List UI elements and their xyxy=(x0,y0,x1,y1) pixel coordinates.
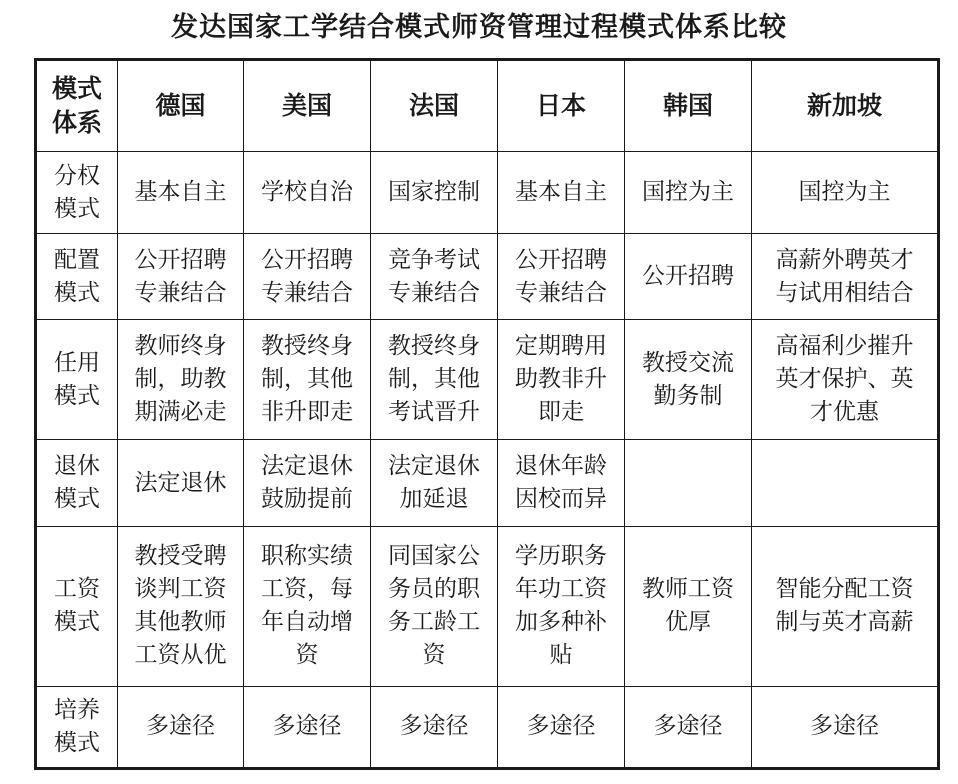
table-cell xyxy=(625,234,752,320)
cell-text: 教授终身 制，其他 非升即走 xyxy=(261,333,353,426)
cell-text: 多途径 xyxy=(810,713,879,740)
table-cell xyxy=(752,440,939,526)
cell-text: 公开招聘 专兼结合 xyxy=(515,246,607,306)
cell-text: 教师终身 制，助教 期满必走 xyxy=(134,333,227,426)
row-header-label: 培养 模式 xyxy=(54,696,100,756)
table-cell xyxy=(498,526,625,686)
table-cell xyxy=(118,526,244,686)
row-header xyxy=(36,152,118,234)
row-header xyxy=(36,526,118,686)
table-title: 发达国家工学结合模式师资管理过程模式体系比较 xyxy=(171,12,787,43)
table-cell xyxy=(118,686,244,768)
cell-text: 学历职务 年功工资 加多种补 贴 xyxy=(515,543,607,669)
table-cell xyxy=(371,440,498,526)
table-cell xyxy=(118,440,244,526)
column-header-singapore: 新加坡 xyxy=(752,60,939,152)
cell-text: 定期聘用 助教非升 即走 xyxy=(515,333,607,426)
cell-text: 职称实绩 工资，每 年自动增 资 xyxy=(261,543,353,669)
table-cell xyxy=(244,320,371,440)
cell-text: 竞争考试 专兼结合 xyxy=(388,246,480,306)
row-header-label: 工资 模式 xyxy=(54,576,100,636)
table-cell xyxy=(118,152,244,234)
table-cell xyxy=(118,320,244,440)
table-cell xyxy=(371,152,498,234)
cell-text: 多途径 xyxy=(146,713,215,740)
cell-text: 多途径 xyxy=(526,713,596,740)
cell-text: 教授受聘 谈判工资 其他教师 工资从优 xyxy=(134,543,227,669)
table-cell xyxy=(498,440,625,526)
row-header xyxy=(36,440,118,526)
cell-text: 基本自主 xyxy=(134,179,227,206)
table-cell xyxy=(244,440,371,526)
cell-text: 多途径 xyxy=(653,713,723,740)
row-header-label: 分权 模式 xyxy=(54,162,100,222)
column-header-usa: 美国 xyxy=(244,60,371,152)
column-header-france: 法国 xyxy=(371,60,498,152)
table-cell xyxy=(752,526,939,686)
cell-text: 公开招聘 专兼结合 xyxy=(134,246,227,306)
table-cell xyxy=(752,152,939,234)
row-header xyxy=(36,320,118,440)
table-cell xyxy=(752,320,939,440)
table-cell xyxy=(625,440,752,526)
table-row xyxy=(36,686,939,768)
table-row xyxy=(36,526,939,686)
table-cell xyxy=(498,152,625,234)
cell-text: 教师工资 优厚 xyxy=(642,576,734,636)
table-cell xyxy=(752,686,939,768)
table-cell xyxy=(371,526,498,686)
table-cell xyxy=(752,234,939,320)
corner-header xyxy=(36,60,118,152)
row-header-label: 配置 模式 xyxy=(54,246,100,306)
row-header xyxy=(36,686,118,768)
table-row xyxy=(36,440,939,526)
row-header xyxy=(36,234,118,320)
row-header-label: 任用 模式 xyxy=(54,349,100,409)
table-cell xyxy=(625,686,752,768)
row-header-label: 退休 模式 xyxy=(54,453,100,512)
cell-text: 教授交流 勤务制 xyxy=(642,349,734,409)
table-cell xyxy=(625,152,752,234)
table-cell xyxy=(371,686,498,768)
cell-text: 法定退休 加延退 xyxy=(388,453,480,512)
cell-text: 退休年龄 因校而异 xyxy=(515,453,607,512)
cell-text: 国控为主 xyxy=(642,179,734,206)
table-row xyxy=(36,320,939,440)
cell-text: 学校自治 xyxy=(261,179,353,206)
cell-text: 法定退休 鼓励提前 xyxy=(261,453,353,512)
table-cell xyxy=(498,320,625,440)
table-cell xyxy=(498,686,625,768)
header-row xyxy=(36,60,939,152)
column-header-japan: 日本 xyxy=(498,60,625,152)
table-cell xyxy=(244,526,371,686)
cell-text: 高福利少摧升 英才保护、英 才优惠 xyxy=(775,333,914,426)
table-row xyxy=(36,234,939,320)
column-header-germany: 德国 xyxy=(118,60,244,152)
table-cell xyxy=(244,234,371,320)
table-cell xyxy=(498,234,625,320)
cell-text: 多途径 xyxy=(272,713,342,740)
table-cell xyxy=(371,320,498,440)
column-header-korea: 韩国 xyxy=(625,60,752,152)
cell-text: 公开招聘 专兼结合 xyxy=(261,246,353,306)
cell-text: 国控为主 xyxy=(798,179,891,206)
table-cell xyxy=(118,234,244,320)
cell-text: 同国家公 务员的职 务工龄工 资 xyxy=(388,543,480,669)
cell-text: 教授终身 制，其他 考试晋升 xyxy=(388,333,480,426)
cell-text: 高薪外聘英才 与试用相结合 xyxy=(775,246,914,306)
table-cell xyxy=(625,526,752,686)
cell-text: 基本自主 xyxy=(515,179,607,206)
corner-header-label: 模式 体系 xyxy=(51,74,102,137)
cell-text: 多途径 xyxy=(399,713,469,740)
cell-text: 公开招聘 xyxy=(642,263,734,290)
table-cell xyxy=(244,686,371,768)
table-row xyxy=(36,152,939,234)
cell-text: 法定退休 xyxy=(134,469,227,496)
table-cell xyxy=(625,320,752,440)
cell-text: 智能分配工资 制与英才高薪 xyxy=(775,576,914,636)
comparison-table xyxy=(34,58,940,770)
table-cell xyxy=(371,234,498,320)
cell-text: 国家控制 xyxy=(388,179,480,206)
table-cell xyxy=(244,152,371,234)
